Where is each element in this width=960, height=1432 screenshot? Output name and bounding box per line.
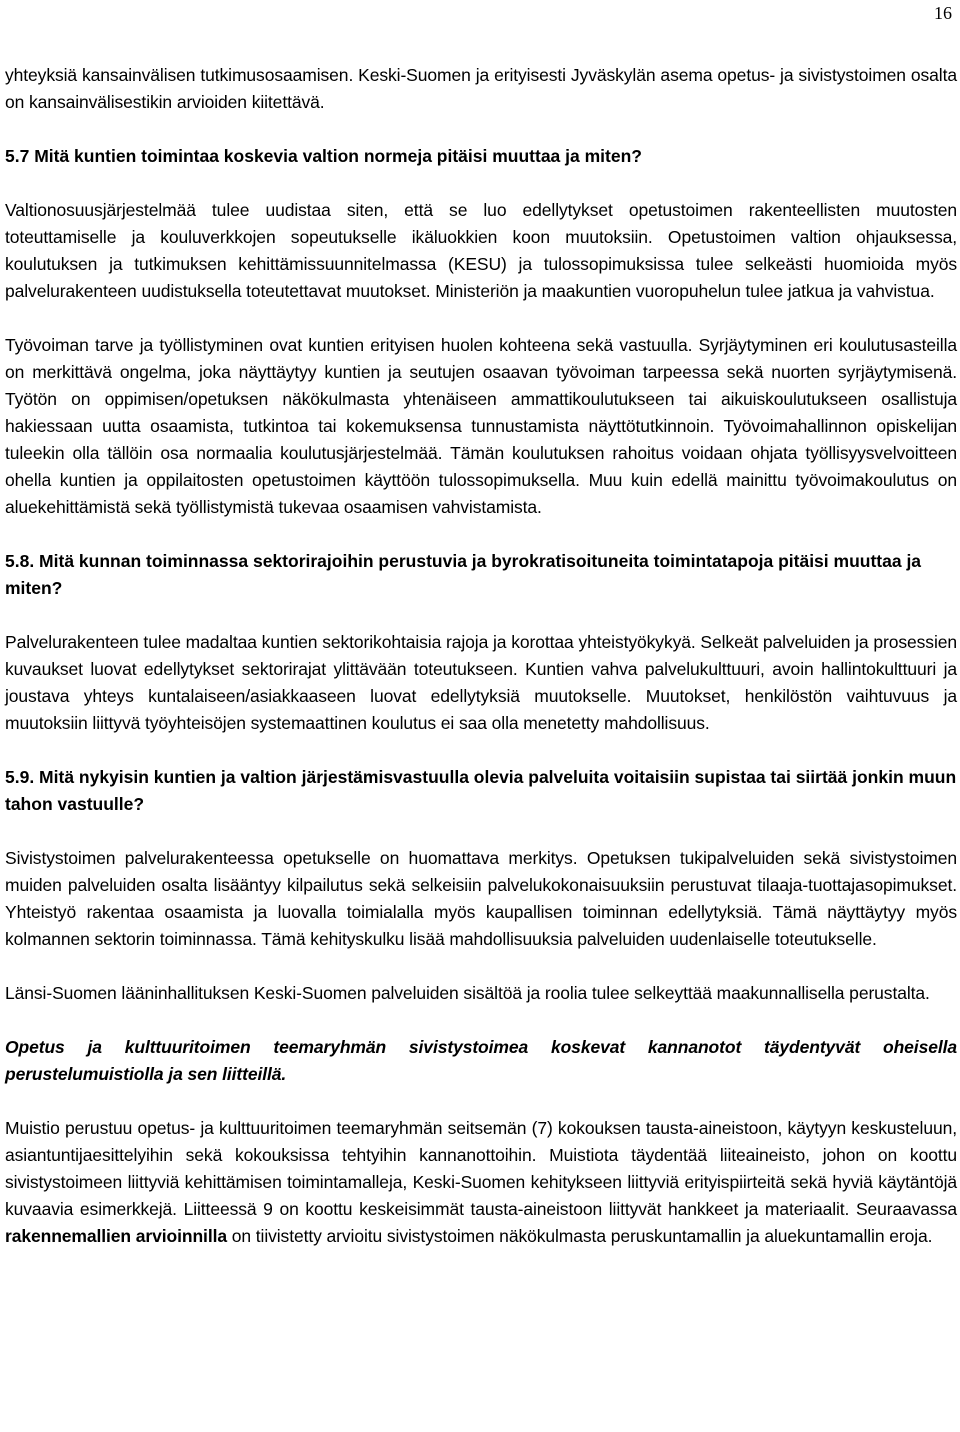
- memo-text-end: on tiivistetty arvioitu sivistystoimen näkökulmasta peruskuntamallin ja aluekuntamallin eroja.: [226, 1226, 933, 1246]
- paragraph-workforce: Työvoiman tarve ja työllistyminen ovat kuntien erityisen huolen kohteena sekä vastuulla. Syrjäytyminen eri koulutusasteilla on merkittävä ongelma, joka näyttäytyy kuntien ja seutujen osaavan työvoiman tarpeessa sekä nuorten syrjäytymisenä. Työtön on oppimisen/opetuksen näkökulmasta yhtenäiseen ammattikoulutukseen tai aikuiskoulutukseen osallistuja hakiessaan uutta osaamista, tutkintoa tai kokemuksensa tunnustamista näyttötutkinnoin. Työvoimahallinnon opiskelijan tuleekin olla tällöin osa normaalia koulutusjärjestelmää. Tämän koulutuksen rahoitus voidaan ohjata työllisyysvelvoitteen ohella kuntien ja oppilaitosten opetustoimen käyttöön tulossopimuksella. Muu kuin edellä mainittu työvoimakoulutus on aluekehittämistä sekä työllistymistä tukevaa osaamisen vahvistamista.: [5, 335, 957, 517]
- document-body: [5, 62, 957, 1250]
- section-heading-5-8: 5.8. Mitä kunnan toiminnassa sektorirajoihin perustuvia ja byrokratisoituneita toimintatapoja pitäisi muuttaa ja miten?: [5, 551, 922, 598]
- memo-text-start: Muistio perustuu opetus- ja kulttuuritoimen teemaryhmän seitsemän (7) kokouksen tausta-aineistoon, käytyyn keskusteluun, asiantuntijaesittelyihin sekä kokouksissa tehtyihin kannanottoihin. Muistiota täydentää liiteaineisto, johon on koottu sivistystoimeen liittyviä kehittämisen toimintamalleja, Keski-Suomen kehitykseen liittyviä erityispiirteitä sekä hyviä käytäntöjä kuvaavia esimerkkejä. Liitteessä 9 on koottu keskeisimmät tausta-aineistoon liittyvät hankkeet ja materiaalit. Seuraavassa: [5, 1118, 957, 1219]
- section-heading-5-9: 5.9. Mitä nykyisin kuntien ja valtion järjestämisvastuulla olevia palveluita voitaisiin supistaa tai siirtää jonkin muun tahon vastuulle?: [5, 767, 957, 814]
- section-heading-5-7: 5.7 Mitä kuntien toimintaa koskevia valtion normeja pitäisi muuttaa ja miten?: [5, 146, 642, 166]
- paragraph-memo-basis: [5, 1115, 957, 1250]
- paragraph-provincial-government: Länsi-Suomen lääninhallituksen Keski-Suomen palveluiden sisältöä ja roolia tulee selkeyttää maakunnallisella perustalta.: [5, 983, 930, 1003]
- memo-text-emphasis: rakennemallien arvioinnilla: [5, 1226, 227, 1246]
- paragraph-team-statement: Opetus ja kulttuuritoimen teemaryhmän sivistystoimea koskevat kannanotot täydentyvät oheisella perustelumuistiolla ja sen liitteillä.: [5, 1037, 957, 1084]
- paragraph-intro-continuation: yhteyksiä kansainvälisen tutkimusosaamisen. Keski-Suomen ja erityisesti Jyväskylän asema opetus- ja sivistystoimen osalta on kansainvälisestikin arvioiden kiitettävä.: [5, 65, 957, 112]
- paragraph-education-services: Sivistystoimen palvelurakenteessa opetukselle on huomattava merkitys. Opetuksen tukipalveluiden sekä sivistystoimen muiden palveluiden osalta lisääntyy kilpailutus sekä selkeisiin palvelukokonaisuuksiin perustuvat tilaaja-tuottajasopimukset. Yhteistyö rakentaa osaamista ja luovalla toimialalla myös kaupallisen toiminnan edellytyksiä. Tämä näyttäytyy myös kolmannen sektorin toiminnassa. Tämä kehityskulku lisää mahdollisuuksia palveluiden uudenlaiselle toteutukselle.: [5, 848, 957, 949]
- page-number: 16: [934, 3, 952, 23]
- paragraph-state-subsidy: Valtionosuusjärjestelmää tulee uudistaa siten, että se luo edellytykset opetustoimen rakenteellisten muutosten toteuttamiselle ja kouluverkkojen sopeutukselle ikäluokkien koon muutoksiin. Opetustoimen valtion ohjauksessa, koulutuksen ja tutkimuksen kehittämissuunnitelmassa (KESU) ja tulossopimuksissa tulee selkeästi huomioida myös palvelurakenteen uudistuksella toteutettavat muutokset. Ministeriön ja maakuntien vuoropuhelun tulee jatkua ja vahvistua.: [5, 200, 957, 301]
- paragraph-service-structure: Palvelurakenteen tulee madaltaa kuntien sektorikohtaisia rajoja ja korottaa yhteistyökykyä. Selkeät palveluiden ja prosessien kuvaukset luovat edellytykset sektorirajat ylittävään toteutukseen. Kuntien vahva palvelukulttuuri, avoin hallintokulttuuri ja joustava yhteys kuntalaiseen/asiakkaaseen luovat edellytyksiä muutokselle. Muutokset, henkilöstön vaihtuvuus ja muutoksiin liittyvä työyhteisöjen systemaattinen koulutus ei saa olla menetetty mahdollisuus.: [5, 632, 957, 733]
